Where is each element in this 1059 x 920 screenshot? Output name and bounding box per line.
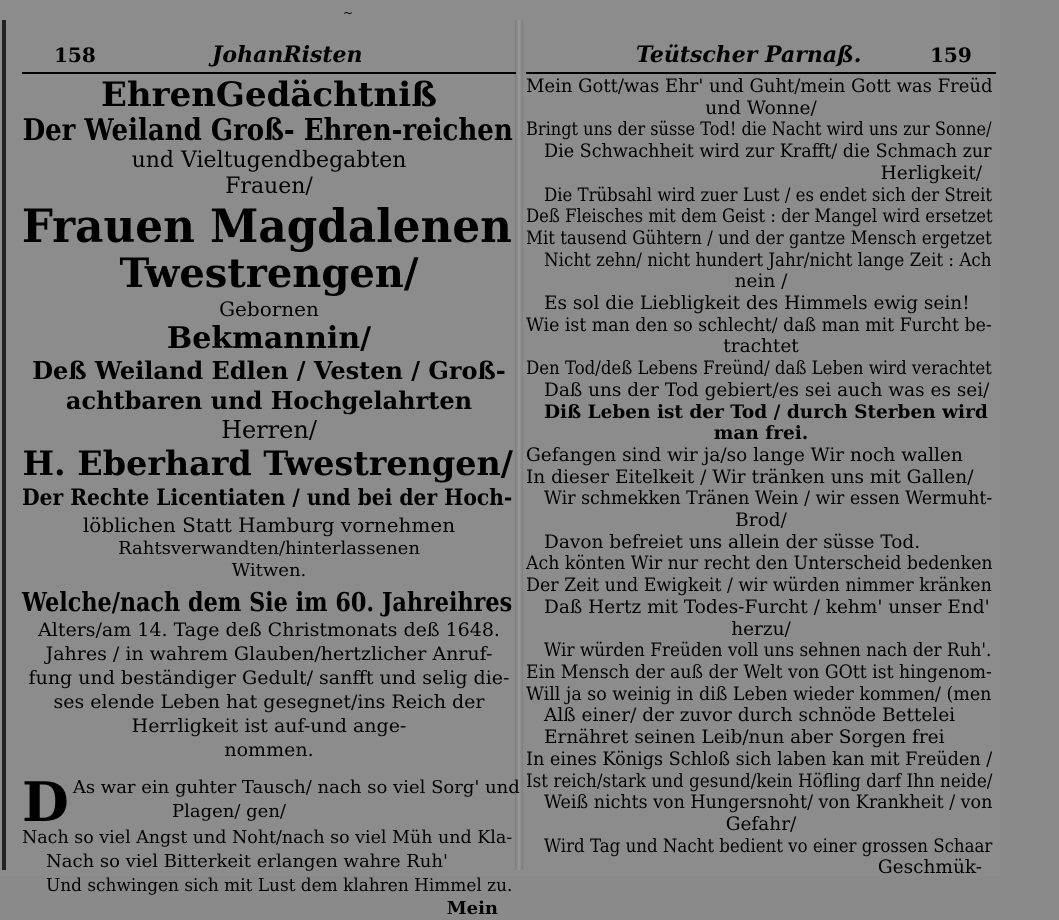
poem-line: Nicht zehn/ nicht hundert Jahr/nicht lange Zeit : Ach	[544, 249, 992, 271]
title-line: Deß Weiland Edlen / Vesten / Groß-	[32, 356, 506, 385]
right-running-head: Teütscher Parnaß.	[636, 42, 862, 68]
poem-line: In eines Königs Schloß sich laben kan mit Freüden /	[526, 748, 993, 770]
left-running-head: JohanRisten	[212, 42, 363, 68]
poem-line: Ernähret seinen Leib/nun aber Sorgen frei	[544, 727, 945, 749]
title-line: Gebornen	[219, 297, 319, 321]
paragraph-line: fung und beständiger Gedult/ sanfft und selig die-	[28, 667, 510, 689]
poem-line: As war ein guhter Tausch/ nach so viel Sorg' und	[72, 777, 520, 798]
title-line: Herren/	[221, 416, 317, 444]
poem-line: In dieser Eitelkeit / Wir tränken uns mit Gallen/	[526, 466, 974, 488]
title-line: Bekmannin/	[166, 321, 372, 356]
paragraph-line: Jahres / in wahrem Glauben/hertzlicher Anruf-	[45, 643, 493, 665]
poem-line: Mit tausend Gühtern / und der gantze Mensch ergetzet	[526, 227, 992, 249]
left-page-header	[22, 20, 516, 68]
title-line: Frauen Magdalenen	[21, 199, 512, 253]
book-edge	[2, 20, 6, 870]
poem-line: Herligkeit/	[880, 162, 982, 184]
poem-line: und Wonne/	[705, 97, 817, 119]
title-line: EhrenGedächtniß	[101, 75, 437, 115]
right-poem	[526, 76, 996, 879]
poem-line: Es sol die Liebligkeit des Himmels ewig sein!	[544, 293, 970, 315]
poem-line: Der Zeit und Ewigkeit / wir würden nimmer kränken	[526, 575, 992, 597]
poem-line: Deß Fleisches mit dem Geist : der Mangel wird ersetzet	[526, 206, 993, 228]
left-header-rule	[22, 72, 516, 74]
poem-line: Daß uns der Tod gebiert/es sei auch was es sei/	[544, 379, 990, 401]
title-line: Twestrengen/	[119, 250, 419, 297]
poem-line: Alß einer/ der zuvor durch schnöde Bettelei	[544, 705, 956, 727]
paragraph-line: ses elende Leben hat gesegnet/ins Reich der	[53, 691, 485, 713]
right-page-number: 159	[930, 43, 972, 67]
left-page	[21, 20, 520, 919]
poem-line: Den Tod/deß Lebens Freünd/ daß Leben wird verachtet	[526, 358, 992, 380]
poem-line: Nach so viel Angst und Noht/nach so viel Müh und Kla-	[22, 827, 513, 848]
title-line: Der Weiland Groß- Ehren-reichen	[22, 113, 513, 148]
poem-line: Ist reich/stark und gesund/kein Höfling darf Ihn neide/	[526, 770, 993, 792]
poem-line: Mein Gott/was Ehr' und Guht/mein Gott was Freüd	[526, 76, 993, 97]
poem-line: Ach könten Wir nur recht den Unterscheid bedenken	[526, 553, 993, 575]
title-line: Witwen.	[231, 560, 307, 581]
poem-line: Bringt uns der süsse Tod! die Nacht wird uns zur Sonne/	[526, 119, 992, 141]
drop-cap: D	[22, 770, 69, 834]
poem-line: Diß Leben ist der Tod / durch Sterben wird	[544, 401, 988, 423]
title-line: Frauen/	[225, 174, 313, 199]
poem-line: man frei.	[713, 423, 809, 445]
right-header-rule	[526, 72, 996, 74]
dedication-paragraph	[22, 588, 516, 762]
poem-line: Weiß nichts von Hungersnoht/ von Krankheit / von	[544, 792, 993, 814]
paragraph-line: Herrligkeit ist auf-und ange-	[131, 715, 407, 737]
poem-line: Brod/	[735, 510, 787, 532]
poem-line: Gefangen sind wir ja/so lange Wir noch wallen	[526, 444, 963, 466]
poem-line: Plagen/ gen/	[172, 801, 286, 822]
right-page-header	[526, 20, 996, 68]
left-poem	[22, 770, 520, 920]
title-line: Der Rechte Licentiaten / und bei der Hoch-	[22, 485, 513, 511]
poem-line: Will ja so weinig in diß Leben wieder kommen/ (men	[526, 683, 992, 705]
paragraph-line: Alters/am 14. Tage deß Christmonats deß 1648.	[38, 619, 500, 641]
poem-line: trachtet	[723, 336, 799, 358]
title-line: H. Eberhard Twestrengen/	[21, 444, 513, 484]
catchword: Mein	[446, 898, 498, 919]
title-line: und Vieltugendbegabten	[131, 148, 407, 173]
poem-line: Wir würden Freüden voll uns sehnen nach der Ruh'.	[544, 640, 992, 662]
title-line: löblichen Statt Hamburg vornehmen	[82, 513, 456, 537]
poem-line: Daß Hertz mit Todes-Furcht / kehm' unser End'	[544, 596, 990, 618]
poem-line: Und schwingen sich mit Lust dem klahren Himmel zu.	[46, 875, 513, 896]
paragraph-line: Welche/nach dem Sie im 60. Jahreihres	[21, 588, 513, 618]
poem-line: Geschmük-	[877, 857, 982, 879]
poem-line: nein /	[734, 271, 788, 293]
poem-line: Nach so viel Bitterkeit erlangen wahre Ruh'	[46, 851, 448, 872]
poem-line: Die Trübsahl wird zuer Lust / es endet sich der Streit	[544, 184, 993, 206]
poem-line: Die Schwachheit wird zur Krafft/ die Schmach zur	[544, 141, 992, 163]
memorial-title	[22, 76, 516, 582]
left-page-number: 158	[54, 43, 96, 67]
paragraph-line: nommen.	[224, 739, 314, 761]
poem-line: Ein Mensch der auß der Welt von GOtt ist hingenom-	[526, 661, 992, 683]
title-line: achtbaren und Hochgelahrten	[65, 386, 473, 415]
top-ornament: ~	[342, 6, 354, 20]
poem-line: herzu/	[731, 618, 791, 640]
poem-line: Wird Tag und Nacht bedient vo einer grossen Schaar	[544, 835, 993, 857]
poem-line: Gefahr/	[725, 813, 797, 835]
poem-line: Wie ist man den so schlecht/ daß man mit Furcht be-	[526, 314, 992, 336]
poem-line: Davon befreiet uns allein der süsse Tod.	[544, 531, 921, 553]
right-page	[526, 20, 996, 879]
title-line: Rahtsverwandten/hinterlassenen	[118, 538, 420, 559]
poem-line: Wir schmekken Tränen Wein / wir essen Wermuht-	[544, 488, 993, 510]
book-gutter	[515, 20, 523, 870]
